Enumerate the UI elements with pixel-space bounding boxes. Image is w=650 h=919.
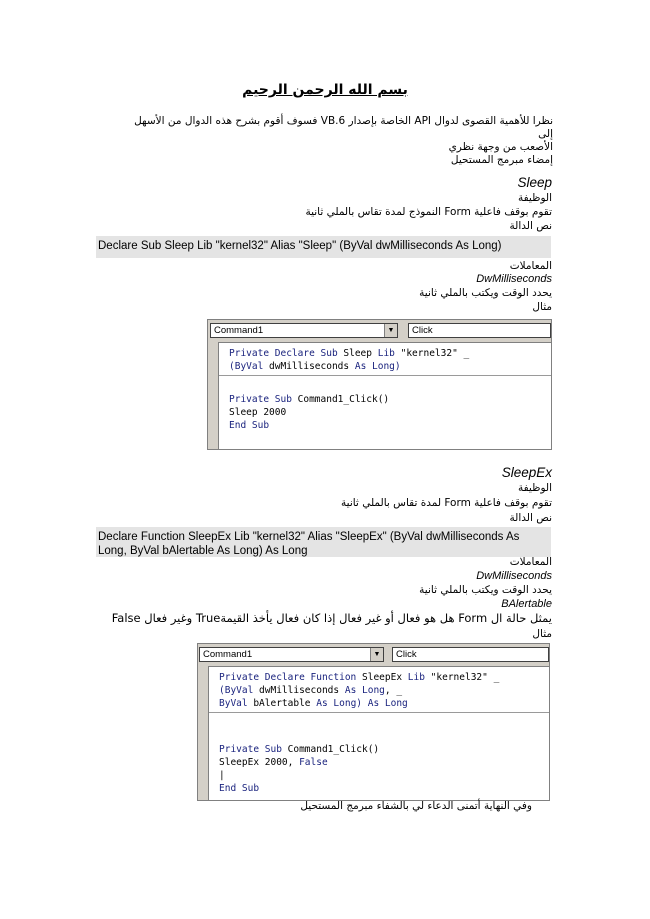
sleep-params-label: المعاملات — [509, 260, 552, 272]
intro-line-2: الأصعب من وجهة نظري — [448, 141, 553, 153]
sleepex-example-label: مثال — [532, 628, 552, 640]
sleepex-param1-desc: يحدد الوقت ويكتب بالملي ثانية — [419, 584, 552, 596]
code-line: Private Declare Sub Sleep Lib "kernel32" _ — [229, 348, 470, 359]
object-dropdown[interactable] — [210, 323, 398, 338]
sleep-param-desc: يحدد الوقت ويكتب بالملي ثانية — [419, 287, 552, 299]
procedure-dropdown-value: Click — [396, 649, 417, 660]
sleepex-text-label: نص الدالة — [509, 512, 552, 524]
sleep-function-label: الوظيفة — [517, 192, 552, 204]
intro-line-3: إمضاء مبرمج المستحيل — [450, 154, 553, 166]
sleep-heading: Sleep — [517, 175, 552, 190]
sleep-declaration: Declare Sub Sleep Lib "kernel32" Alias "Sleep" (ByVal dwMilliseconds As Long) — [96, 236, 551, 258]
sleep-text-label: نص الدالة — [509, 220, 552, 232]
code-line: (ByVal dwMilliseconds As Long, _ — [219, 685, 403, 696]
page-title: بسم الله الرحمن الرحيم — [242, 82, 408, 98]
sleep-code-editor — [207, 319, 552, 450]
code-area[interactable] — [218, 342, 551, 449]
sleep-example-label: مثال — [532, 301, 552, 313]
code-line: End Sub — [229, 420, 270, 431]
procedure-dropdown[interactable] — [408, 323, 551, 338]
sleepex-code-editor — [197, 643, 550, 801]
procedure-separator — [209, 712, 549, 713]
sleepex-heading: SleepEx — [501, 465, 552, 480]
chevron-down-icon[interactable]: ▼ — [370, 648, 383, 661]
sleepex-param-balertable: BAlertable — [501, 598, 552, 610]
code-line: SleepEx 2000, False — [219, 757, 328, 768]
object-dropdown-value: Command1 — [214, 325, 264, 336]
code-line: ByVal bAlertable As Long) As Long — [219, 698, 408, 709]
sleepex-params-label: المعاملات — [509, 556, 552, 568]
object-dropdown-value: Command1 — [203, 649, 253, 660]
code-line: (ByVal dwMilliseconds As Long) — [229, 361, 401, 372]
code-line: Sleep 2000 — [229, 407, 287, 418]
procedure-dropdown-value: Click — [412, 325, 433, 336]
sleepex-param2-desc: يمثل حالة ال Form هل هو فعال أو غير فعال إذا كان فعال يأخذ القيمةTrue وغير فعال False — [111, 611, 552, 625]
sleepex-function-desc: تقوم بوقف فاعلية Form لمدة تقاس بالملي ثانية — [341, 497, 552, 509]
procedure-separator — [219, 375, 551, 376]
closing-note: وفي النهاية أتمنى الدعاء لي بالشفاء مبرمج المستحيل — [300, 800, 532, 812]
sleepex-param-dwmilliseconds: DwMilliseconds — [476, 570, 552, 582]
sleepex-function-label: الوظيفة — [517, 482, 552, 494]
intro-paragraph — [120, 115, 553, 167]
sleep-function-desc: تقوم بوقف فاعلية Form النموذج لمدة تقاس بالملي ثانية — [305, 206, 552, 218]
text-cursor: | — [219, 770, 225, 781]
object-dropdown[interactable] — [199, 647, 384, 662]
sleep-param-dwmilliseconds: DwMilliseconds — [476, 273, 552, 285]
code-line: End Sub — [219, 783, 260, 794]
code-line: Private Sub Command1_Click() — [229, 394, 390, 405]
code-area[interactable] — [208, 666, 549, 800]
code-line: Private Sub Command1_Click() — [219, 744, 380, 755]
code-line: Private Declare Function SleepEx Lib "kernel32" _ — [219, 672, 500, 683]
chevron-down-icon[interactable]: ▼ — [384, 324, 397, 337]
sleepex-declaration: Declare Function SleepEx Lib "kernel32" Alias "SleepEx" (ByVal dwMilliseconds As Long, ByVal bAlertable As Long) As Long — [96, 527, 551, 557]
procedure-dropdown[interactable] — [392, 647, 549, 662]
intro-line-1: نظرا للأهمية القصوى لدوال API الخاصة بإصدار VB.6 فسوف أقوم بشرح هذه الدوال من الأسهل إلى — [134, 115, 553, 140]
